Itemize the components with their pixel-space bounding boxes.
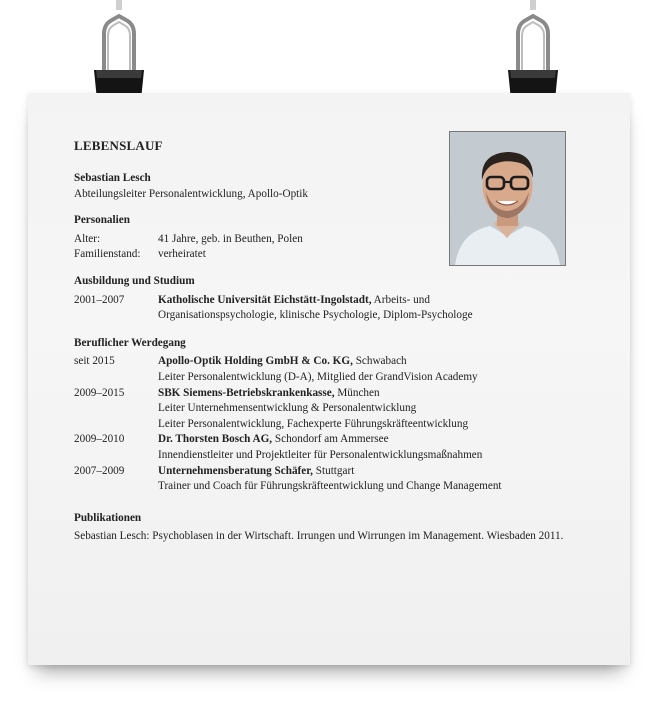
- education-entry: [74, 293, 594, 324]
- entry-period: 2009–2015: [74, 386, 125, 399]
- section-heading-ausbildung: Ausbildung und Studium: [74, 274, 195, 287]
- personalien-row: [74, 232, 594, 248]
- person-name: Sebastian Lesch: [74, 172, 151, 184]
- entry-detail-line: Innendienstleiter und Projektleiter für Personalentwicklungsmaßnahmen: [158, 448, 483, 461]
- career-entry: [74, 464, 594, 495]
- entry-organization-detail: Arbeits- und: [371, 293, 430, 306]
- entry-organization: Unternehmensberatung Schäfer,: [158, 464, 313, 477]
- personalien-value: verheiratet: [158, 248, 206, 261]
- entry-organization: Katholische Universität Eichstätt-Ingolstadt,: [158, 293, 372, 306]
- entry-period: 2001–2007: [74, 293, 125, 306]
- career-entry: [74, 354, 594, 385]
- entry-detail-line: Leiter Unternehmensentwicklung & Personalentwicklung: [158, 402, 417, 415]
- entry-organization: Dr. Thorsten Bosch AG,: [158, 433, 273, 446]
- entry-detail-line: Leiter Personalentwicklung (D-A), Mitglied der GrandVision Academy: [158, 370, 478, 383]
- cv-content: [74, 138, 594, 545]
- entry-organization: SBK Siemens-Betriebskrankenkasse,: [158, 386, 335, 399]
- personalien-label: Familienstand:: [74, 248, 141, 261]
- entry-location: Schondorf am Ammersee: [272, 433, 389, 446]
- cv-paper-sheet: [28, 93, 630, 665]
- publication-text: Sebastian Lesch: Psychoblasen in der Wirtschaft. Irrungen und Wirrungen im Management. Wiesbaden 2011.: [74, 530, 564, 543]
- personalien-row: [74, 247, 594, 263]
- career-entry: [74, 386, 594, 433]
- entry-detail-line: Trainer und Coach für Führungskräfteentwicklung und Change Management: [158, 480, 502, 493]
- personalien-label: Alter:: [74, 232, 101, 245]
- entry-period: seit 2015: [74, 355, 115, 368]
- personalien-value: 41 Jahre, geb. in Beuthen, Polen: [158, 232, 303, 245]
- person-position: Abteilungsleiter Personalentwicklung, Apollo-Optik: [74, 187, 308, 200]
- entry-detail-line: Organisationspsychologie, klinische Psychologie, Diplom-Psychologe: [158, 309, 473, 322]
- entry-location: Stuttgart: [312, 464, 355, 477]
- section-heading-publikationen: Publikationen: [74, 511, 142, 524]
- entry-location: Schwabach: [352, 355, 407, 368]
- career-entry: [74, 432, 594, 463]
- entry-location: München: [334, 386, 380, 399]
- entry-detail-line: Leiter Personalentwicklung, Fachexperte Führungskräfteentwicklung: [158, 417, 469, 430]
- section-heading-personalien: Personalien: [74, 214, 130, 227]
- cv-title: LEBENSLAUF: [74, 138, 163, 153]
- entry-period: 2007–2009: [74, 464, 125, 477]
- entry-organization: Apollo-Optik Holding GmbH & Co. KG,: [158, 355, 353, 368]
- entry-period: 2009–2010: [74, 433, 125, 446]
- section-heading-werdegang: Beruflicher Werdegang: [74, 336, 186, 349]
